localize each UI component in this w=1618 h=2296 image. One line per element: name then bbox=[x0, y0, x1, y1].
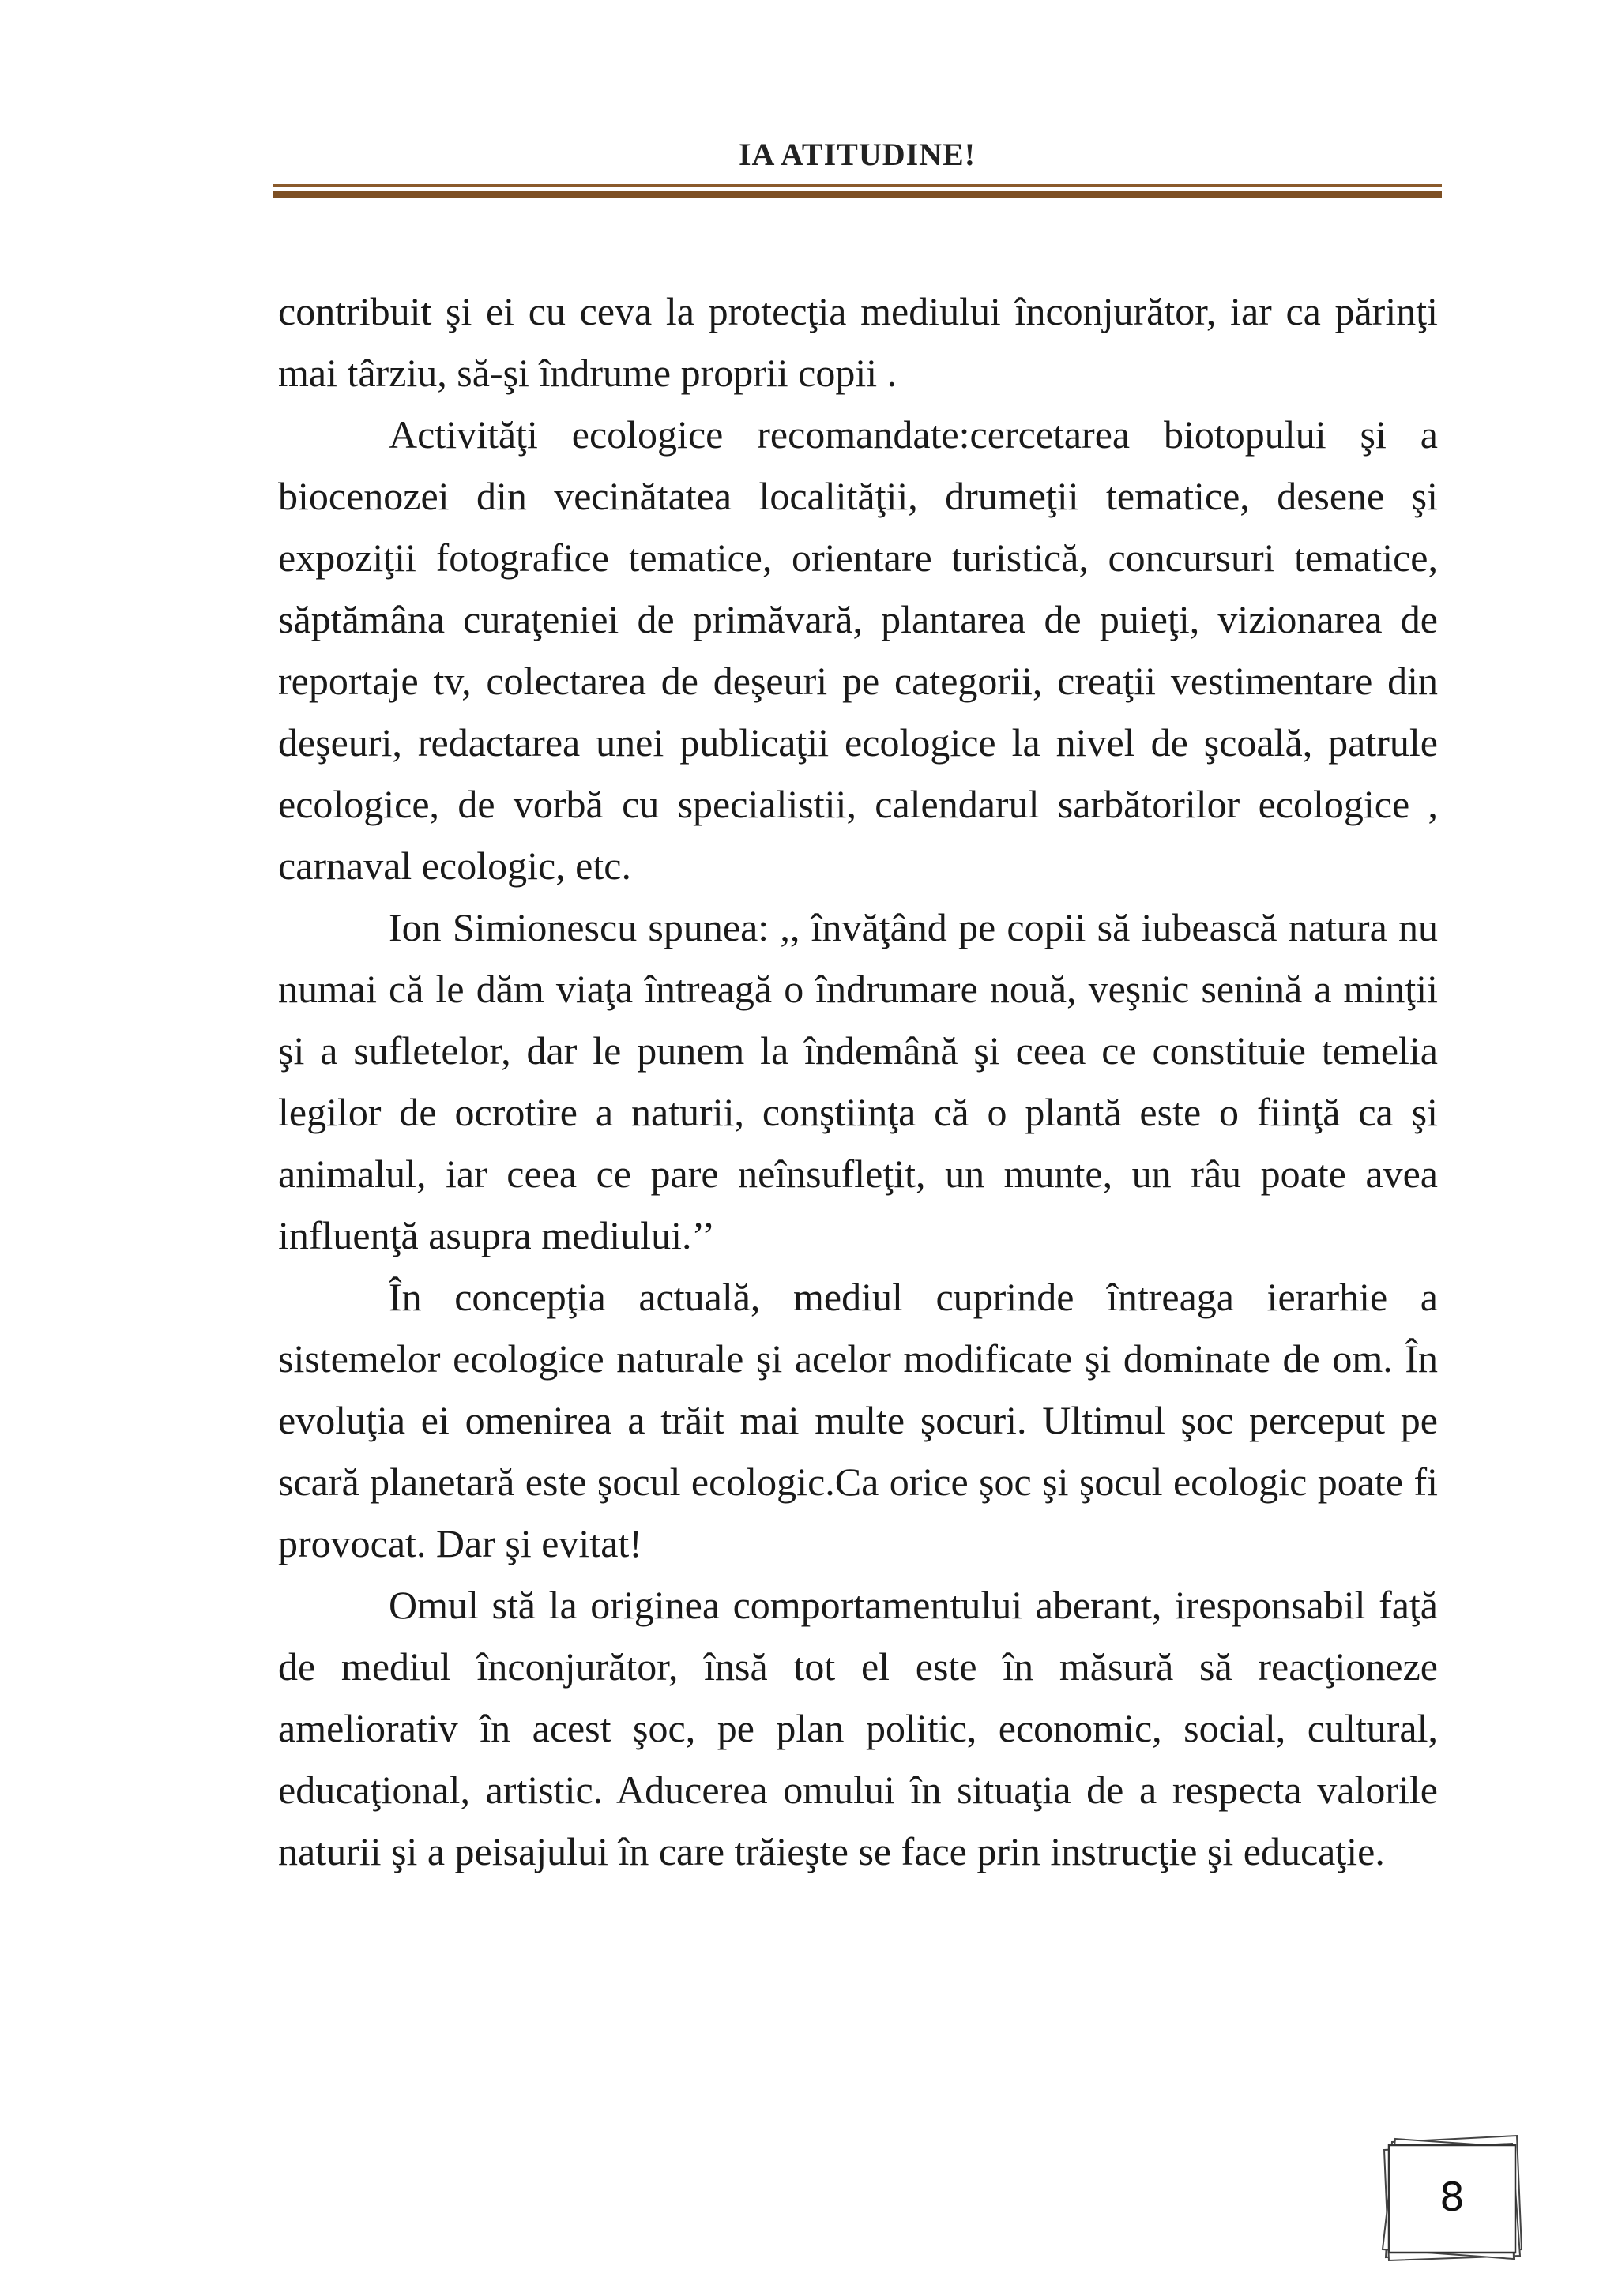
paragraph-4: În concepţia actuală, mediul cuprinde întreaga ierarhie a sistemelor ecologice naturale şi acelor modificate şi dominate de om. În evoluţia ei omenirea a trăit mai multe şocuri. Ultimul şoc perceput pe scară planetară este şocul ecologic.Ca orice şoc şi şocul ecologic poate fi provocat. Dar şi evitat! bbox=[278, 1275, 1438, 1565]
header-rule-thick bbox=[273, 191, 1442, 198]
body-text bbox=[278, 280, 1438, 1882]
running-header-title: IA ATITUDINE! bbox=[738, 137, 976, 172]
paragraph-5: Omul stă la originea comportamentului aberant, iresponsabil faţă de mediul înconjurător, însă tot el este în măsură să reacţioneze ameliorativ în acest şoc, pe plan politic, economic, social, cultural, educaţional, artistic. Aducerea omului în situaţia de a respecta valorile naturii şi a peisajului în care trăieşte se face prin instrucţie şi educaţie. bbox=[278, 1583, 1438, 1873]
header-rule-thin bbox=[273, 184, 1442, 187]
page-number-frame bbox=[1378, 2131, 1526, 2264]
paragraph-2: Activităţi ecologice recomandate:cercetarea biotopului şi a biocenozei din vecinătatea localităţii, drumeţii tematice, desene şi expoziţii fotografice tematice, orientare turistică, concursuri tematice, săptămâna curaţeniei de primăvară, plantarea de puieţi, vizionarea de reportaje tv, colectarea de deşeuri pe categorii, creaţii vestimentare din deşeuri, redactarea unei publicaţii ecologice la nivel de şcoală, patrule ecologice, de vorbă cu specialistii, calendarul sarbătorilor ecologice , carnaval ecologic, etc. bbox=[278, 412, 1438, 888]
page-number: 8 bbox=[1439, 2174, 1465, 2220]
paragraph-1: contribuit şi ei cu ceva la protecţia mediului înconjurător, iar ca părinţi mai târziu, să-şi îndrume proprii copii . bbox=[278, 289, 1438, 395]
paragraph-3: Ion Simionescu spunea: ,, învăţând pe copii să iubească natura nu numai că le dăm viaţa întreagă o îndrumare nouă, veşnic senină a minţii şi a sufletelor, dar le punem la îndemână şi ceea ce constituie temelia legilor de ocrotire a naturii, conştiinţa că o plantă este o fiinţă ca şi animalul, iar ceea ce pare neînsufleţit, un munte, un râu poate avea influenţă asupra mediului.’’ bbox=[278, 905, 1438, 1257]
